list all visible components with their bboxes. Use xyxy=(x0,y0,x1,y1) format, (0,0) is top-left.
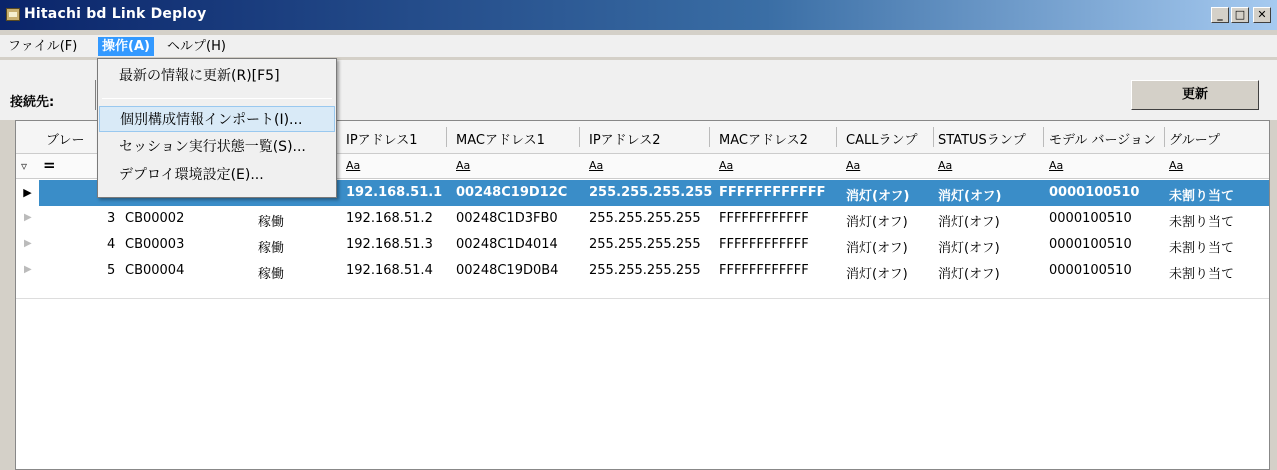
refresh-button[interactable]: 更新 xyxy=(1131,80,1259,110)
filter-cell-mac1[interactable]: Aa xyxy=(456,159,471,172)
cell-number: 4 xyxy=(107,237,116,252)
cell-state: 稼働 xyxy=(258,267,285,282)
cell-ip1: 192.168.51.1 xyxy=(346,185,443,200)
cell-model-version: 0000100510 xyxy=(1049,263,1132,278)
menu-operation[interactable]: 操作(A) xyxy=(98,37,154,56)
grid-divider xyxy=(16,298,1269,299)
column-header-ip1[interactable]: IPアドレス1 xyxy=(346,133,418,148)
row-selector-icon: ▶ xyxy=(24,238,32,249)
operation-menu xyxy=(97,58,337,198)
cell-mac2: FFFFFFFFFFFF xyxy=(719,211,809,226)
cell-ip1: 192.168.51.3 xyxy=(346,237,433,252)
close-button[interactable]: ✕ xyxy=(1253,7,1271,23)
menu-item-session-status[interactable]: セッション実行状態一覧(S)... xyxy=(119,139,306,155)
app-icon xyxy=(6,8,20,21)
cell-mac1: 00248C1D3FB0 xyxy=(456,211,558,226)
cell-name: CB00003 xyxy=(125,237,185,252)
cell-ip2: 255.255.255.255 xyxy=(589,185,713,200)
cell-mac2: FFFFFFFFFFFF xyxy=(719,237,809,252)
cell-name: CB00004 xyxy=(125,263,185,278)
cell-model-version: 0000100510 xyxy=(1049,211,1132,226)
filter-cell-mac2[interactable]: Aa xyxy=(719,159,734,172)
row-selector-icon: ▶ xyxy=(24,212,32,223)
column-divider[interactable] xyxy=(579,127,580,147)
cell-status-lamp: 消灯(オフ) xyxy=(938,241,1000,256)
cell-ip2: 255.255.255.255 xyxy=(589,263,701,278)
title-bar xyxy=(0,0,1277,30)
filter-cell-model-version[interactable]: Aa xyxy=(1049,159,1064,172)
column-header-blade[interactable]: ブレー xyxy=(46,133,85,148)
cell-group: 未割り当て xyxy=(1169,241,1235,256)
cell-number: 5 xyxy=(107,263,116,278)
column-header-group[interactable]: グループ xyxy=(1169,133,1220,148)
column-header-ip2[interactable]: IPアドレス2 xyxy=(589,133,661,148)
cell-group: 未割り当て xyxy=(1169,267,1235,282)
cell-mac2: FFFFFFFFFFFF xyxy=(719,185,826,200)
filter-cell-ip1[interactable]: Aa xyxy=(346,159,361,172)
column-divider[interactable] xyxy=(1043,127,1044,147)
cell-state: 稼働 xyxy=(258,215,285,230)
filter-cell-ip2[interactable]: Aa xyxy=(589,159,604,172)
cell-model-version: 0000100510 xyxy=(1049,185,1140,200)
cell-name: CB00002 xyxy=(125,211,185,226)
cell-group: 未割り当て xyxy=(1169,215,1235,230)
row-selector-icon: ▶ xyxy=(24,264,32,275)
cell-mac1: 00248C19D0B4 xyxy=(456,263,559,278)
maximize-button[interactable]: □ xyxy=(1231,7,1249,23)
table-row[interactable] xyxy=(16,206,1269,232)
cell-ip2: 255.255.255.255 xyxy=(589,237,701,252)
cell-group: 未割り当て xyxy=(1169,189,1235,204)
cell-call-lamp: 消灯(オフ) xyxy=(846,241,908,256)
filter-cell-status-lamp[interactable]: Aa xyxy=(938,159,953,172)
cell-status-lamp: 消灯(オフ) xyxy=(938,189,1002,204)
column-header-mac1[interactable]: MACアドレス1 xyxy=(456,133,545,148)
menu-item-deploy-settings[interactable]: デプロイ環境設定(E)... xyxy=(119,167,264,183)
filter-cell-group[interactable]: Aa xyxy=(1169,159,1184,172)
column-header-mac2[interactable]: MACアドレス2 xyxy=(719,133,808,148)
cell-mac2: FFFFFFFFFFFF xyxy=(719,263,809,278)
column-divider[interactable] xyxy=(446,127,447,147)
cell-ip1: 192.168.51.4 xyxy=(346,263,433,278)
connection-label: 接続先: xyxy=(10,95,55,110)
menu-help[interactable]: ヘルプ(H) xyxy=(167,39,226,54)
cell-call-lamp: 消灯(オフ) xyxy=(846,215,908,230)
minimize-button[interactable]: _ xyxy=(1211,7,1229,23)
cell-status-lamp: 消灯(オフ) xyxy=(938,267,1000,282)
column-divider[interactable] xyxy=(1164,127,1165,147)
cell-state: 稼働 xyxy=(258,241,285,256)
window-title: Hitachi bd Link Deploy xyxy=(24,6,207,22)
menu-item-import-config[interactable]: 個別構成情報インポート(I)... xyxy=(99,106,335,132)
filter-cell-call-lamp[interactable]: Aa xyxy=(846,159,861,172)
table-row[interactable] xyxy=(16,232,1269,258)
menu-bar xyxy=(0,35,1277,57)
filter-operator-icon[interactable]: = xyxy=(43,156,56,174)
cell-ip2: 255.255.255.255 xyxy=(589,211,701,226)
table-row[interactable] xyxy=(16,258,1269,284)
cell-call-lamp: 消灯(オフ) xyxy=(846,267,908,282)
column-divider[interactable] xyxy=(709,127,710,147)
column-header-call-lamp[interactable]: CALLランプ xyxy=(846,133,918,148)
cell-mac1: 00248C19D12C xyxy=(456,185,568,200)
menu-file[interactable]: ファイル(F) xyxy=(8,39,78,54)
cell-mac1: 00248C1D4014 xyxy=(456,237,558,252)
cell-call-lamp: 消灯(オフ) xyxy=(846,189,910,204)
cell-number: 3 xyxy=(107,211,116,226)
menu-separator xyxy=(102,98,332,99)
cell-ip1: 192.168.51.2 xyxy=(346,211,433,226)
row-selector-icon: ▶ xyxy=(16,180,39,206)
column-divider[interactable] xyxy=(933,127,934,147)
cell-model-version: 0000100510 xyxy=(1049,237,1132,252)
column-header-status-lamp[interactable]: STATUSランプ xyxy=(938,133,1026,148)
filter-icon[interactable]: ▿ xyxy=(21,159,28,173)
menu-item-refresh[interactable]: 最新の情報に更新(R)[F5] xyxy=(119,68,280,84)
column-divider[interactable] xyxy=(836,127,837,147)
cell-status-lamp: 消灯(オフ) xyxy=(938,215,1000,230)
column-header-model-version[interactable]: モデル バージョン xyxy=(1049,133,1156,148)
